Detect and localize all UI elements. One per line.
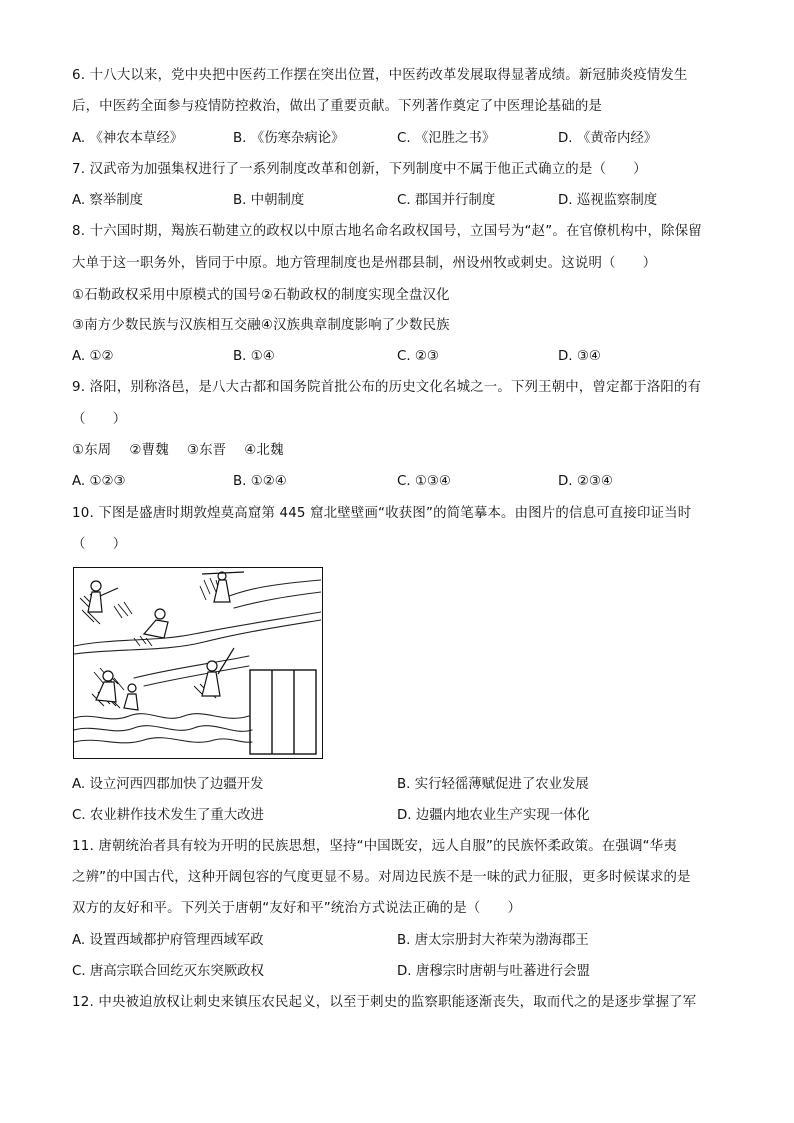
question-9-stem-line-2: （ ） <box>72 412 127 427</box>
question-7-option-c[interactable]: C. 郡国并行制度 <box>397 193 496 208</box>
question-12-stem-line-1: 12. 中央被迫放权让刺史来镇压农民起义，以至于刺史的监察职能逐渐丧失，取而代之的是逐步掌握了军 <box>72 995 697 1010</box>
question-7-stem-line-1: 7. 汉武帝为加强集权进行了一系列制度改革和创新，下列制度中不属于他正式确立的是（ ） <box>72 162 647 177</box>
question-6-stem-line-1: 6. 十八大以来，党中央把中医药工作摆在突出位置，中医药改革发展取得显著成绩。新冠肺炎疫情发生 <box>72 68 688 83</box>
question-9-option-b[interactable]: B. ①②④ <box>233 474 287 489</box>
question-11-stem-line-2: 之辨”的中国古代，这种开阔包容的气度更显不易。对周边民族不是一味的武力征服，更多时候谋求的是 <box>72 870 691 885</box>
question-6-option-b[interactable]: B. 《伤寒杂病论》 <box>233 131 345 146</box>
question-6-stem-line-2: 后，中医药全面参与疫情防控救治，做出了重要贡献。下列著作奠定了中医理论基础的是 <box>72 99 603 114</box>
question-10-option-a[interactable]: A. 设立河西四郡加快了边疆开发 <box>72 777 264 792</box>
question-11-option-c[interactable]: C. 唐高宗联合回纥灭东突厥政权 <box>72 964 264 979</box>
question-9-stem-line-1: 9. 洛阳，别称洛邑，是八大古都和国务院首批公布的历史文化名城之一。下列王朝中，曾定都于洛阳的有 <box>72 380 702 395</box>
question-11-option-d[interactable]: D. 唐穆宗时唐朝与吐蕃进行会盟 <box>397 964 590 979</box>
question-6-option-d[interactable]: D. 《黄帝内经》 <box>558 131 658 146</box>
question-8-stem-line-2: 大单于这一职务外，皆同于中原。地方管理制度也是州郡县制，州设州牧或刺史。这说明（ ） <box>72 256 657 271</box>
question-8-stem-line-1: 8. 十六国时期，羯族石勒建立的政权以中原古地名命名政权国号，立国号为“赵”。在官僚机构中，除保留 <box>72 224 702 239</box>
question-7-option-a[interactable]: A. 察举制度 <box>72 193 143 208</box>
question-6-option-a[interactable]: A. 《神农本草经》 <box>72 131 184 146</box>
question-11-stem-line-3: 双方的友好和平。下列关于唐朝“友好和平”统治方式说法正确的是（ ） <box>72 901 522 916</box>
question-10-stem-line-2: （ ） <box>72 537 127 552</box>
harvest-mural-sketch-image <box>73 567 323 759</box>
question-8-option-d[interactable]: D. ③④ <box>558 349 601 364</box>
question-9-option-a[interactable]: A. ①②③ <box>72 474 126 489</box>
question-10-option-d[interactable]: D. 边疆内地农业生产实现一体化 <box>397 808 590 823</box>
question-9-option-c[interactable]: C. ①③④ <box>397 474 451 489</box>
question-11-option-b[interactable]: B. 唐太宗册封大祚荣为渤海郡王 <box>397 933 589 948</box>
question-11-stem-line-1: 11. 唐朝统治者具有较为开明的民族思想，坚持“中国既安，远人自服”的民族怀柔政策。在强调“华夷 <box>72 839 677 854</box>
question-8-option-c[interactable]: C. ②③ <box>397 349 439 364</box>
question-8-statements-1: ①石勒政权采用中原模式的国号②石勒政权的制度实现全盘汉化 <box>72 288 450 303</box>
question-6-option-c[interactable]: C. 《氾胜之书》 <box>397 131 496 146</box>
question-9-option-d[interactable]: D. ②③④ <box>558 474 613 489</box>
question-8-option-b[interactable]: B. ①④ <box>233 349 275 364</box>
question-8-option-a[interactable]: A. ①② <box>72 349 114 364</box>
question-7-option-d[interactable]: D. 巡视监察制度 <box>558 193 658 208</box>
question-9-statements: ①东周 ②曹魏 ③东晋 ④北魏 <box>72 443 284 458</box>
question-7-option-b[interactable]: B. 中朝制度 <box>233 193 305 208</box>
question-10-option-c[interactable]: C. 农业耕作技术发生了重大改进 <box>72 808 264 823</box>
question-10-option-b[interactable]: B. 实行轻徭薄赋促进了农业发展 <box>397 777 589 792</box>
question-11-option-a[interactable]: A. 设置西域都护府管理西域军政 <box>72 933 264 948</box>
question-10-stem-line-1: 10. 下图是盛唐时期敦煌莫高窟第 445 窟北壁壁画“收获图”的简笔摹本。由图片的信息可直接印证当时 <box>72 506 692 521</box>
question-8-statements-2: ③南方少数民族与汉族相互交融④汉族典章制度影响了少数民族 <box>72 318 450 333</box>
